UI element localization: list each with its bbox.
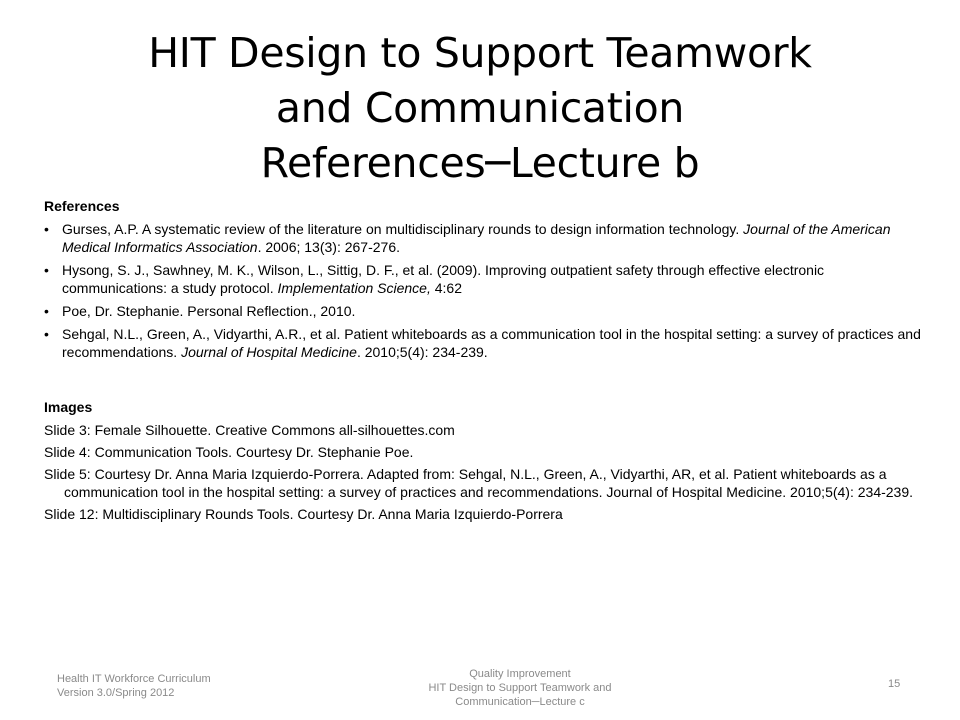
references-list — [44, 220, 924, 361]
bullet-icon: • — [44, 221, 49, 237]
slide-title — [40, 26, 920, 191]
reference-details: 4:62 — [430, 280, 462, 296]
reference-item — [44, 302, 924, 320]
reference-item — [44, 325, 924, 361]
reference-text: Gurses, A.P. A systematic review of the literature on multidisciplinary rounds to design information technology. — [62, 221, 744, 237]
references-heading: References — [44, 198, 120, 214]
image-credit: Slide 3: Female Silhouette. Creative Commons all-silhouettes.com — [44, 422, 455, 438]
reference-text: Sehgal, N.L., Green, A., Vidyarthi, A.R., et al. Patient whiteboards as a communication tool in the hospital setting: a survey of practices and recommendations. — [62, 326, 921, 360]
reference-item — [44, 261, 924, 297]
reference-text: Poe, Dr. Stephanie. Personal Reflection., 2010. — [62, 303, 356, 319]
footer-version: Version 3.0/Spring 2012 — [57, 687, 175, 699]
title-line-1: HIT Design to Support Teamwork — [148, 29, 812, 77]
title-line-3: References─Lecture b — [260, 139, 700, 187]
images-heading: Images — [44, 399, 93, 415]
footer-curriculum-name: Health IT Workforce Curriculum — [57, 673, 211, 685]
slide-content — [44, 197, 924, 527]
bullet-icon: • — [44, 262, 49, 278]
image-credit: Slide 5: Courtesy Dr. Anna Maria Izquierdo-Porrera. Adapted from: Sehgal, N.L., Green, A., Vidyarthi, AR, et al. Patient whiteboards as a communication tool in the hospital setting: a survey of practices and recommendations. Journal of Hospital Medicine. 2010;5(4): 234-239. — [44, 466, 914, 500]
bullet-icon: • — [44, 326, 49, 342]
reference-text: Hysong, S. J., Sawhney, M. K., Wilson, L., Sittig, D. F., et al. (2009). Improving outpatient safety through effective electronic communications: a study protocol. — [62, 262, 825, 296]
section-spacer — [44, 366, 924, 398]
footer-unit: HIT Design to Support Teamwork and — [428, 682, 612, 694]
reference-journal: Journal of Hospital Medicine — [181, 344, 357, 360]
reference-journal: Implementation Science, — [277, 280, 431, 296]
image-credit: Slide 12: Multidisciplinary Rounds Tools. Courtesy Dr. Anna Maria Izquierdo-Porrera — [44, 506, 563, 522]
footer-lecture: Communication─Lecture c — [455, 696, 585, 708]
footer-lecture-info — [350, 667, 690, 709]
reference-details: . 2010;5(4): 234-239. — [356, 344, 488, 360]
image-credit: Slide 4: Communication Tools. Courtesy Dr. Stephanie Poe. — [44, 444, 414, 460]
footer-course: Quality Improvement — [469, 668, 571, 680]
bullet-icon: • — [44, 303, 49, 319]
footer-curriculum — [57, 672, 211, 700]
reference-details: . 2006; 13(3): 267-276. — [257, 239, 400, 255]
page-number: 15 — [888, 678, 901, 690]
reference-item — [44, 220, 924, 256]
reference-journal: Journal of the American Medical Informatics Association — [62, 221, 891, 255]
title-line-2: and Communication — [275, 84, 685, 132]
